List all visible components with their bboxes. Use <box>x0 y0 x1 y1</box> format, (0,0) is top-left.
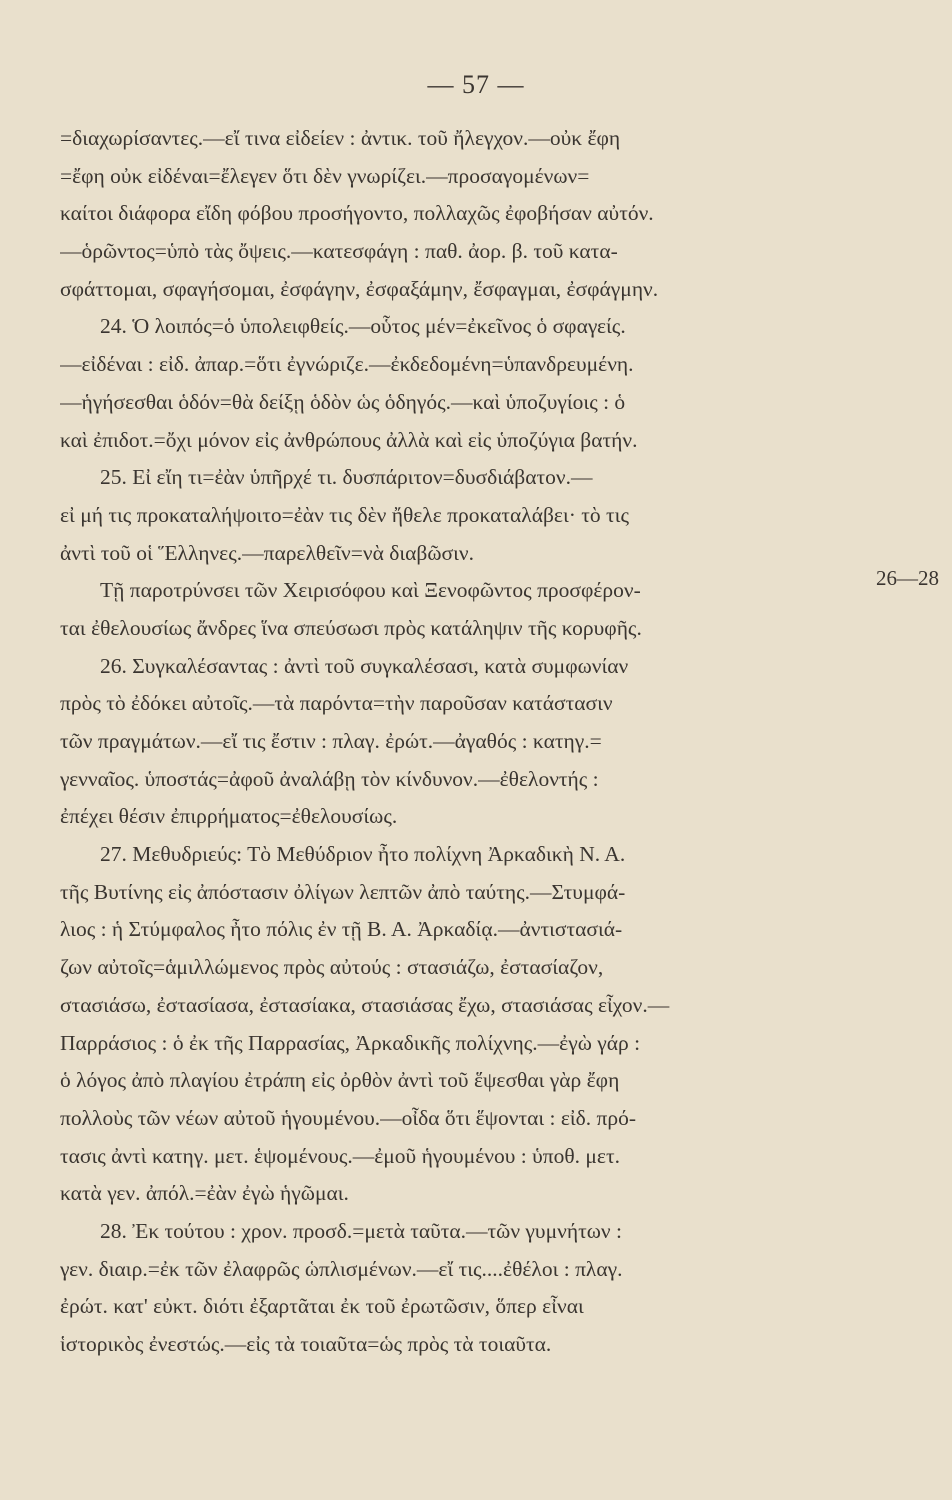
text-line: κατὰ γεν. ἀπόλ.=ἐὰν ἐγὼ ἡγῶμαι. <box>60 1181 349 1206</box>
text-line: ἐρώτ. κατ' εὐκτ. διότι ἐξαρτᾶται ἐκ τοῦ ἐρωτῶσιν, ὅπερ εἶναι <box>60 1294 584 1319</box>
text-line: γενναῖος. ὑποστάς=ἀφοῦ ἀναλάβῃ τὸν κίνδυνον.—ἐθελοντής : <box>60 766 599 791</box>
text-line: εἰ μή τις προκαταλήψοιτο=ἐὰν τις δὲν ἤθελε προκαταλάβει· τὸ τις <box>60 502 629 527</box>
margin-note: 26—28 <box>876 566 939 590</box>
text-line: τασις ἀντὶ κατηγ. μετ. ἑψομένους.—ἐμοῦ ἡγουμένου : ὑποθ. μετ. <box>60 1143 620 1168</box>
text-line: —εἰδέναι : εἰδ. ἀπαρ.=ὅτι ἐγνώριζε.—ἐκδεδομένη=ὑπανδρευμένη. <box>60 352 634 377</box>
text-line: ἱστορικὸς ἐνεστώς.—εἰς τὰ τοιαῦτα=ὡς πρὸς τὰ τοιαῦτα. <box>60 1332 552 1356</box>
text-line: σφάττομαι, σφαγήσομαι, ἐσφάγην, ἐσφαξάμην, ἔσφαγμαι, ἐσφάγμην. <box>60 276 659 301</box>
text-line: πολλοὺς τῶν νέων αὐτοῦ ἡγουμένου.—οἶδα ὅτι ἕψονται : εἰδ. πρό- <box>60 1105 637 1130</box>
text-line: καίτοι διάφορα εἴδη φόβου προσήγοντο, πολλαχῶς ἐφοβήσαν αὐτόν. <box>60 201 654 226</box>
text-line: τῶν πραγμάτων.—εἴ τις ἔστιν : πλαγ. ἐρώτ.—ἀγαθός : κατηγ.= <box>60 729 602 753</box>
text-line: 28. Ἐκ τούτου : χρον. προσδ.=μετὰ ταῦτα.—τῶν γυμνήτων : <box>100 1218 622 1243</box>
text-line: 24. Ὁ λοιπός=ὁ ὑπολειφθείς.—οὗτος μέν=ἐκεῖνος ὁ σφαγείς. <box>100 314 626 339</box>
text-line: Τῇ παροτρύνσει τῶν Χειρισόφου καὶ Ξενοφῶντος προσφέρον- <box>100 578 641 603</box>
text-line: πρὸς τὸ ἐδόκει αὐτοῖς.—τὰ παρόντα=τὴν παροῦσαν κατάστασιν <box>60 691 613 716</box>
text-line: τῆς Βυτίνης εἰς ἀπόστασιν ὀλίγων λεπτῶν ἀπὸ ταύτης.—Στυμφά- <box>60 879 626 904</box>
text-line: —ὁρῶντος=ὑπὸ τὰς ὄψεις.—κατεσφάγη : παθ. ἀορ. β. τοῦ κατα- <box>60 239 618 264</box>
text-line: 25. Εἰ εἴη τι=ἐὰν ὑπῆρχέ τι. δυσπάριτον=δυσδιάβατον.— <box>100 465 593 490</box>
text-line: ἐπέχει θέσιν ἐπιρρήματος=ἐθελουσίως. <box>60 804 398 829</box>
text-line: Παρράσιος : ὁ ἐκ τῆς Παρρασίας, Ἀρκαδικῆς πολίχνης.—ἐγὼ γάρ : <box>60 1030 641 1055</box>
text-line: ὁ λόγος ἀπὸ πλαγίου ἐτράπη εἰς ὀρθὸν ἀντὶ τοῦ ἕψεσθαι γὰρ ἔφη <box>60 1068 620 1093</box>
text-line: 27. Μεθυδριεύς: Τὸ Μεθύδριον ἦτο πολίχνη Ἀρκαδικὴ Ν. Α. <box>100 842 626 867</box>
text-line: ται ἐθελουσίως ἄνδρες ἵνα σπεύσωσι πρὸς κατάληψιν τῆς κορυφῆς. <box>60 615 642 640</box>
text-line: =ἔφη οὐκ εἰδέναι=ἔλεγεν ὅτι δὲν γνωρίζει.—προσαγομένων= <box>60 163 590 188</box>
text-line: —ἡγήσεσθαι ὁδόν=θὰ δείξῃ ὁδὸν ὡς ὁδηγός.—καὶ ὑποζυγίοις : ὁ <box>60 389 626 414</box>
text-line: στασιάσω, ἐστασίασα, ἐστασίακα, στασιάσας ἔχω, στασιάσας εἶχον.— <box>60 992 670 1017</box>
page-number: — 57 — <box>427 70 525 99</box>
text-line: γεν. διαιρ.=ἐκ τῶν ἐλαφρῶς ὡπλισμένων.—εἴ τις....ἐθέλοι : πλαγ. <box>60 1256 623 1281</box>
text-line: 26. Συγκαλέσαντας : ἀντὶ τοῦ συγκαλέσασι, κατὰ συμφωνίαν <box>100 653 629 678</box>
text-line: ζων αὐτοῖς=ἁμιλλώμενος πρὸς αὐτούς : στασιάζω, ἐστασίαζον, <box>60 955 604 980</box>
text-line: λιος : ἡ Στύμφαλος ἦτο πόλις ἐν τῇ Β. Α. Ἀρκαδίᾳ.—ἀντιστασιά- <box>60 917 623 942</box>
text-line: =διαχωρίσαντες.—εἴ τινα εἰδείεν : ἀντικ. τοῦ ἤλεγχον.—οὐκ ἔφη <box>60 126 621 150</box>
commentary-text <box>60 120 860 1364</box>
text-line: καὶ ἐπιδοτ.=ὄχι μόνον εἰς ἀνθρώπους ἀλλὰ καὶ εἰς ὑποζύγια βατήν. <box>60 427 638 452</box>
text-line: ἀντὶ τοῦ οἱ Ἕλληνες.—παρελθεῖν=νὰ διαβῶσιν. <box>60 540 474 565</box>
